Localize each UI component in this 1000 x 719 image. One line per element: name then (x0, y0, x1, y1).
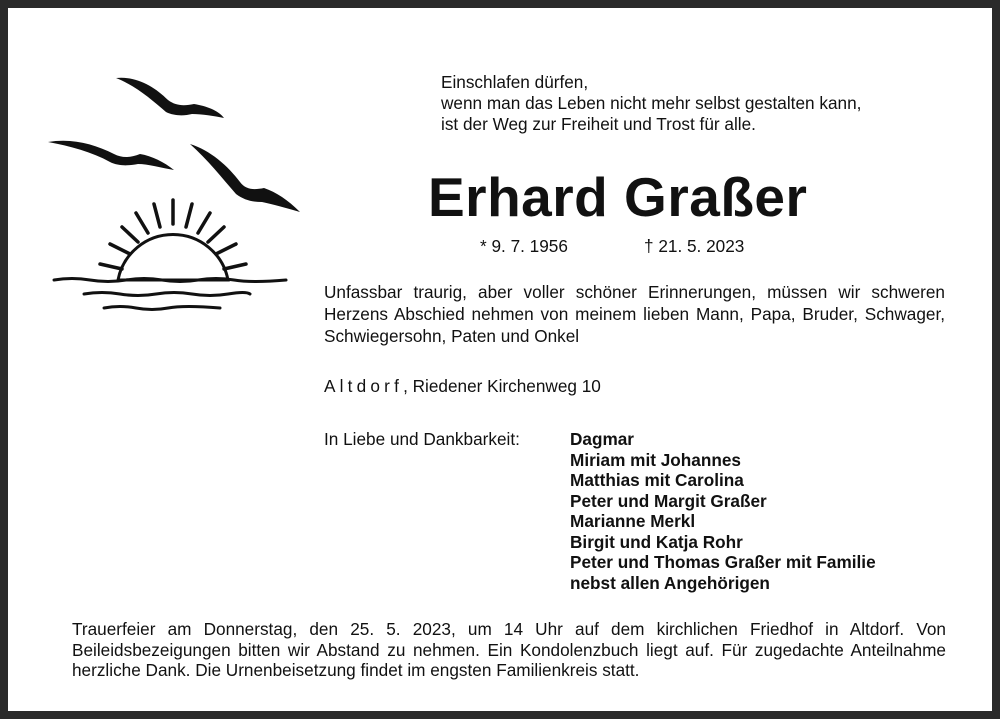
verse (441, 72, 861, 135)
family-label: In Liebe und Dankbarkeit: (324, 429, 520, 449)
verse-line: wenn man das Leben nicht mehr selbst gestalten kann, (441, 93, 862, 113)
family-member: Marianne Merkl (570, 511, 696, 531)
verse-line: ist der Weg zur Freiheit und Trost für alle. (441, 114, 756, 134)
family-list (570, 429, 876, 593)
sunset-birds-illustration (44, 70, 304, 320)
address (324, 376, 601, 397)
family-member: Peter und Margit Graßer (570, 490, 767, 511)
funeral-notice: Trauerfeier am Donnerstag, den 25. 5. 2023, um 14 Uhr auf dem kirchlichen Friedhof in Altdorf. Von Beileidsbezeigungen bitten wir Abstand zu nehmen. Ein Kondolenzbuch liegt auf. Für zugedachte Anteilnahme herzliche Dank. Die Urnenbeisetzung findet im engsten Familienkreis statt. (72, 619, 946, 680)
death-date: † 21. 5. 2023 (644, 236, 745, 256)
family-member: Birgit und Katja Rohr (570, 531, 743, 552)
family-member: Peter und Thomas Graßer mit Familie (570, 552, 876, 572)
birth-date: * 9. 7. 1956 (480, 236, 568, 256)
verse-line: Einschlafen dürfen, (441, 72, 589, 92)
address-town: Altdorf (324, 376, 404, 396)
family-member: Miriam mit Johannes (570, 449, 741, 470)
address-street: , Riedener Kirchenweg 10 (403, 376, 601, 396)
family-member: Dagmar (570, 429, 634, 449)
family-member: nebst allen Angehörigen (570, 572, 770, 593)
seagull-icon (48, 141, 174, 170)
sunset-icon (54, 200, 286, 310)
seagull-icon (116, 78, 224, 118)
family-member: Matthias mit Carolina (570, 470, 744, 490)
seagull-icon (190, 144, 300, 212)
intro-text: Unfassbar traurig, aber voller schöner Erinnerungen, müssen wir schweren Herzens Abschied nehmen von meinem lieben Mann, Papa, Bruder, Schwager, Schwiegersohn, Paten und Onkel (324, 282, 945, 346)
deceased-name: Erhard Graßer (428, 166, 808, 228)
